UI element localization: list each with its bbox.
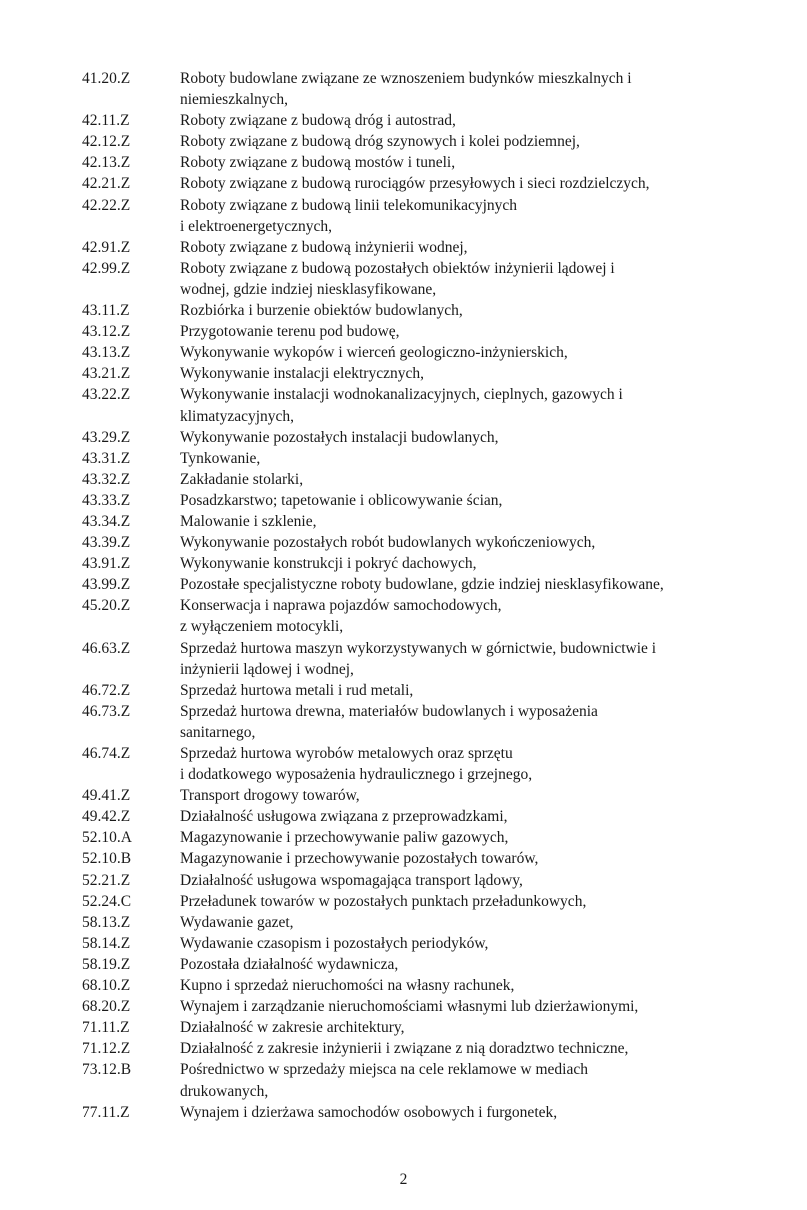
pkd-code: 42.12.Z (82, 133, 131, 151)
pkd-description: Zakładanie stolarki, (180, 470, 304, 488)
pkd-description: Pozostała działalność wydawnicza, (180, 955, 399, 973)
pkd-description: Wydawanie czasopism i pozostałych periodyków, (180, 934, 489, 952)
pkd-entry (0, 152, 807, 173)
pkd-description: Roboty związane z budową dróg szynowych i kolei podziemnej, (180, 133, 580, 151)
pkd-code: 46.74.Z (82, 745, 131, 762)
pkd-entry (0, 300, 807, 321)
pkd-entry (0, 363, 807, 384)
pkd-code: 68.20.Z (82, 998, 131, 1016)
pkd-description: Sprzedaż hurtowa metali i rud metali, (180, 681, 414, 699)
pkd-code: 46.73.Z (82, 702, 131, 720)
pkd-entry (0, 996, 807, 1017)
pkd-description: Magazynowanie i przechowywanie pozostałych towarów, (180, 850, 539, 868)
pkd-entry (0, 680, 807, 701)
pkd-entry (0, 237, 807, 258)
pkd-description: Tynkowanie, (180, 449, 261, 467)
pkd-entry (0, 553, 807, 574)
pkd-entry (0, 469, 807, 490)
pkd-description: Wykonywanie pozostałych instalacji budowlanych, (180, 428, 499, 446)
pkd-entry (0, 110, 807, 131)
pkd-code: 43.11.Z (82, 302, 130, 320)
pkd-code: 68.10.Z (82, 977, 131, 995)
pkd-code: 42.91.Z (82, 238, 131, 256)
pkd-entry (0, 1102, 807, 1123)
pkd-code: 43.34.Z (82, 512, 131, 530)
pkd-code: 71.11.Z (82, 1019, 130, 1037)
pkd-code: 43.21.Z (82, 365, 131, 383)
pkd-entry (0, 342, 807, 363)
pkd-entry (0, 1017, 807, 1038)
pkd-entry (0, 448, 807, 469)
pkd-entry (0, 975, 807, 996)
pkd-description: Magazynowanie i przechowywanie paliw gazowych, (180, 829, 509, 847)
pkd-entry (0, 574, 807, 595)
pkd-code: 58.13.Z (82, 913, 131, 931)
pkd-code: 77.11.Z (82, 1103, 130, 1121)
pkd-code: 45.20.Z (82, 597, 131, 615)
pkd-code: 52.10.A (82, 829, 132, 847)
pkd-code: 58.19.Z (82, 955, 131, 973)
pkd-code: 41.20.Z (82, 70, 131, 87)
pkd-code: 42.21.Z (82, 175, 131, 193)
pkd-description: Wydawanie gazet, (180, 913, 294, 931)
pkd-description: Działalność w zakresie architektury, (180, 1019, 405, 1037)
pkd-description: Sprzedaż hurtowa drewna, materiałów budowlanych i wyposażenia sanitarnego, (180, 702, 598, 741)
pkd-code: 43.31.Z (82, 449, 131, 467)
pkd-code: 42.22.Z (82, 196, 131, 214)
pkd-description: Kupno i sprzedaż nieruchomości na własny rachunek, (180, 977, 515, 995)
pkd-description: Przygotowanie terenu pod budowę, (180, 323, 400, 341)
pkd-description: Roboty związane z budową mostów i tuneli, (180, 154, 456, 172)
pkd-entry (0, 933, 807, 954)
pkd-entry (0, 68, 807, 110)
pkd-entry (0, 1059, 807, 1101)
pkd-entry (0, 743, 807, 785)
pkd-description: Sprzedaż hurtowa maszyn wykorzystywanych w górnictwie, budownictwie i inżynierii lądowej i wodnej, (180, 639, 657, 678)
pkd-entry (0, 427, 807, 448)
pkd-code: 71.12.Z (82, 1040, 131, 1058)
pkd-description: Przeładunek towarów w pozostałych punktach przeładunkowych, (180, 892, 587, 910)
pkd-description: Posadzkarstwo; tapetowanie i oblicowywanie ścian, (180, 491, 503, 509)
pkd-code-list (0, 68, 807, 1123)
pkd-code: 52.10.B (82, 850, 132, 868)
pkd-entry (0, 173, 807, 194)
pkd-entry (0, 195, 807, 237)
pkd-entry (0, 490, 807, 511)
pkd-entry (0, 954, 807, 975)
pkd-entry (0, 1038, 807, 1059)
pkd-entry (0, 532, 807, 553)
pkd-description: Wykonywanie konstrukcji i pokryć dachowych, (180, 555, 477, 573)
pkd-entry (0, 785, 807, 806)
pkd-description: Roboty budowlane związane ze wznoszeniem budynków mieszkalnych i niemieszkalnych, (180, 70, 632, 109)
pkd-code: 43.39.Z (82, 534, 131, 552)
pkd-entry (0, 848, 807, 869)
pkd-description: Wykonywanie wykopów i wierceń geologiczno-inżynierskich, (180, 344, 568, 362)
pkd-description: Pośrednictwo w sprzedaży miejsca na cele reklamowe w mediach drukowanych, (180, 1061, 589, 1100)
pkd-description: Wynajem i zarządzanie nieruchomościami własnymi lub dzierżawionymi, (180, 998, 639, 1016)
pkd-description: Roboty związane z budową inżynierii wodnej, (180, 238, 468, 256)
pkd-description: Działalność usługowa wspomagająca transport lądowy, (180, 871, 523, 889)
pkd-description: Wynajem i dzierżawa samochodów osobowych i furgonetek, (180, 1103, 558, 1121)
pkd-code: 42.11.Z (82, 112, 130, 130)
pkd-code: 46.63.Z (82, 639, 131, 657)
pkd-code: 42.99.Z (82, 259, 131, 277)
page-number: 2 (399, 1171, 408, 1188)
pkd-code: 46.72.Z (82, 681, 131, 699)
pkd-entry (0, 258, 807, 300)
pkd-entry (0, 806, 807, 827)
pkd-entry (0, 384, 807, 426)
pkd-entry (0, 870, 807, 891)
pkd-code: 73.12.B (82, 1061, 132, 1079)
pkd-description: Działalność z zakresie inżynierii i związane z nią doradztwo techniczne, (180, 1040, 629, 1058)
pkd-code: 43.29.Z (82, 428, 131, 446)
pkd-description: Wykonywanie instalacji wodnokanalizacyjnych, cieplnych, gazowych i klimatyzacyjnych, (180, 386, 623, 425)
pkd-code: 43.33.Z (82, 491, 131, 509)
pkd-entry (0, 131, 807, 152)
pkd-description: Roboty związane z budową rurociągów przesyłowych i sieci rozdzielczych, (180, 175, 650, 193)
pkd-description: Działalność usługowa związana z przeprowadzkami, (180, 808, 508, 826)
pkd-description: Transport drogowy towarów, (180, 787, 360, 805)
pkd-description: Rozbiórka i burzenie obiektów budowlanych, (180, 302, 463, 320)
pkd-code: 43.99.Z (82, 576, 131, 594)
pkd-entry (0, 912, 807, 933)
pkd-description: Roboty związane z budową dróg i autostrad, (180, 112, 456, 130)
pkd-code: 49.41.Z (82, 787, 131, 805)
pkd-description: Malowanie i szklenie, (180, 512, 317, 530)
pkd-description: Konserwacja i naprawa pojazdów samochodowych, z wyłączeniem motocykli, (180, 597, 502, 636)
pkd-description: Roboty związane z budową linii telekomunikacyjnych i elektroenergetycznych, (180, 196, 518, 235)
pkd-code: 52.24.C (82, 892, 132, 910)
pkd-code: 43.22.Z (82, 386, 131, 404)
pkd-code: 58.14.Z (82, 934, 131, 952)
pkd-description: Sprzedaż hurtowa wyrobów metalowych oraz sprzętu i dodatkowego wyposażenia hydraulicznego i grzejnego, (180, 745, 533, 784)
pkd-code: 52.21.Z (82, 871, 131, 889)
pkd-entry (0, 638, 807, 680)
pkd-description: Pozostałe specjalistyczne roboty budowlane, gdzie indziej niesklasyfikowane, (180, 576, 664, 594)
pkd-description: Wykonywanie pozostałych robót budowlanych wykończeniowych, (180, 534, 596, 552)
pkd-code: 43.13.Z (82, 344, 131, 362)
pkd-entry (0, 827, 807, 848)
pkd-code: 43.32.Z (82, 470, 131, 488)
pkd-code: 49.42.Z (82, 808, 131, 826)
pkd-entry (0, 891, 807, 912)
pkd-description: Roboty związane z budową pozostałych obiektów inżynierii lądowej i wodnej, gdzie indziej niesklasyfikowane, (180, 259, 615, 298)
pkd-code: 43.91.Z (82, 555, 131, 573)
pkd-entry (0, 595, 807, 637)
pkd-entry (0, 321, 807, 342)
pkd-entry (0, 511, 807, 532)
pkd-description: Wykonywanie instalacji elektrycznych, (180, 365, 424, 383)
pkd-code: 42.13.Z (82, 154, 131, 172)
pkd-entry (0, 701, 807, 743)
pkd-code: 43.12.Z (82, 323, 131, 341)
